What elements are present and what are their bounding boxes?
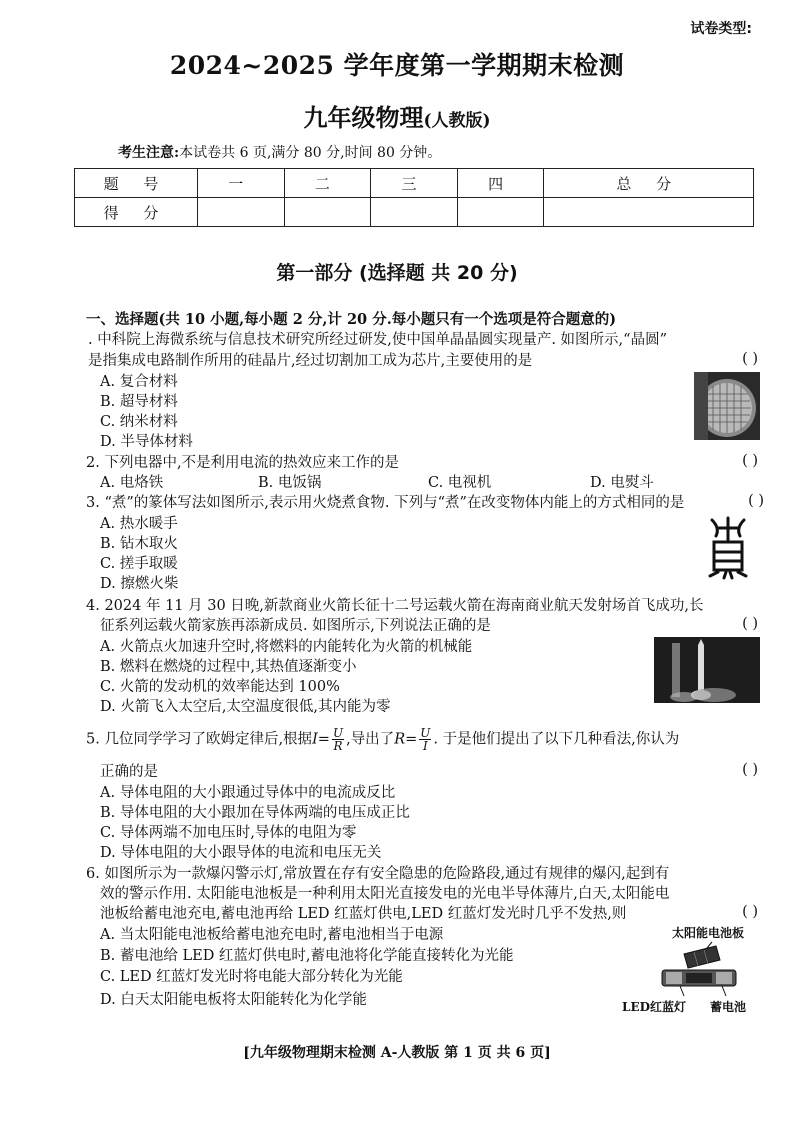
q5-formula-2-num: U [420,726,431,740]
q5-formula-1-lhs: I= [312,731,330,748]
solar-panel-label: 太阳能电池板 [672,926,745,940]
q2-option-b: B. 电饭锅 [258,475,322,491]
score-row-label: 得 分 [75,198,198,227]
q3-option-d: D. 擦燃火柴 [100,576,179,592]
score-cell: 四 [457,169,544,198]
score-cell: 一 [198,169,285,198]
score-blank[interactable] [198,198,285,227]
q1-option-a: A. 复合材料 [100,374,178,390]
q2-answer-paren[interactable]: ( ) [742,453,758,469]
edition-label: (人教版) [423,111,491,131]
q4-option-b: B. 燃料在燃烧的过程中,其热值逐渐变小 [100,659,357,675]
q3-answer-paren[interactable]: ( ) [748,493,764,509]
rocket-launch-photo [654,637,760,703]
q6-stem-line3: 池板给蓄电池充电,蓄电池再给 LED 红蓝灯供电,LED 红蓝灯发光时几乎不发热,则 [100,906,627,922]
q2-option-a: A. 电烙铁 [100,475,164,491]
q4-stem-line2: 征系列运载火箭家族再添新成员. 如图所示,下列说法正确的是 [100,618,491,634]
q5-stem-line2: 正确的是 [100,764,158,780]
q5-option-c: C. 导体两端不加电压时,导体的电阻为零 [100,825,357,841]
q4-stem-line1: 4. 2024 年 11 月 30 日晚,新款商业火箭长征十二号运载火箭在海南商业航天发射场首飞成功,长 [86,598,704,614]
q1-option-c: C. 纳米材料 [100,414,178,430]
q5-formula-2-lhs: R= [394,731,418,748]
q5-text-mid: ,导出了 [346,731,395,748]
q3-option-b: B. 钻木取火 [100,536,178,552]
q4-option-d: D. 火箭飞入太空后,太空温度很低,其内能为零 [100,699,391,715]
exam-title: 2024~2025 学年度第一学期期末检测 [169,51,625,80]
q1-stem-line2: 是指集成电路制作所用的硅晶片,经过切割加工成为芯片,主要使用的是 [88,353,533,369]
exam-notice [118,142,441,162]
q1-option-d: D. 半导体材料 [100,434,193,450]
q5-formula-1-den: R [333,739,343,753]
score-table [74,168,754,227]
q1-answer-paren[interactable]: ( ) [742,351,758,367]
q5-text-pre: 5. 几位同学学习了欧姆定律后,根据 [86,731,313,748]
notice-label: 考生注意: [118,145,180,161]
page-footer: [九年级物理期末检测 A-人教版 第 1 页 共 6 页] [243,1045,551,1061]
score-table-score-row [75,198,754,227]
score-blank[interactable] [371,198,458,227]
q6-option-a: A. 当太阳能电池板给蓄电池充电时,蓄电池相当于电源 [100,927,444,943]
q2-option-c: C. 电视机 [428,475,492,491]
q5-option-d: D. 导体电阻的大小跟导体的电流和电压无关 [100,845,382,861]
notice-text: 本试卷共 6 页,满分 80 分,时间 80 分钟。 [179,145,442,161]
led-light-label: LED红蓝灯 [622,1000,686,1014]
q5-answer-paren[interactable]: ( ) [742,762,758,778]
q4-option-c: C. 火箭的发动机的效率能达到 100% [100,679,340,695]
score-table-header-row [75,169,754,198]
battery-label: 蓄电池 [710,1000,747,1014]
q5-formula-2-den: I [422,739,428,753]
q3-stem: 3. “煮”的篆体写法如图所示,表示用火烧煮食物. 下列与“煮”在改变物体内能上的方式相同的是 [86,495,685,511]
q5-text-post: . 于是他们提出了以下几种看法,你认为 [433,731,680,748]
score-blank[interactable] [284,198,371,227]
q2-option-d: D. 电熨斗 [590,475,654,491]
score-cell: 三 [371,169,458,198]
wafer-photo [694,372,760,440]
q6-stem-line2: 效的警示作用. 太阳能电池板是一种利用太阳光直接发电的光电半导体薄片,白天,太阳能电 [100,886,670,902]
score-blank[interactable] [457,198,544,227]
q5-formula-1-num: U [332,726,344,740]
subject-label: 九年级物理 [303,103,424,132]
q5-formula-2 [419,727,431,752]
score-cell: 题 号 [75,169,198,198]
seal-script-zhu-icon [704,514,752,582]
section-instructions: 一、选择题(共 10 小题,每小题 2 分,计 20 分.每小题只有一个选项是符合题意的) [86,311,617,328]
q6-option-d: D. 白天太阳能电板将太阳能转化为化学能 [100,992,367,1008]
q4-option-a: A. 火箭点火加速升空时,将燃料的内能转化为火箭的机械能 [100,639,473,655]
q6-option-b: B. 蓄电池给 LED 红蓝灯供电时,蓄电池将化学能直接转化为光能 [100,948,514,964]
paper-type-label: 试卷类型: [690,21,752,37]
exam-subtitle [0,98,794,133]
part-one-title: 第一部分 (选择题 共 20 分) [276,262,518,284]
q4-answer-paren[interactable]: ( ) [742,616,758,632]
q1-option-b: B. 超导材料 [100,394,178,410]
q5-option-b: B. 导体电阻的大小跟加在导体两端的电压成正比 [100,805,410,821]
warning-light-diagram [650,940,750,998]
q1-stem-line1: . 中科院上海微系统与信息技术研究所经过研发,使中国单晶晶圆实现量产. 如图所示,“晶圆” [88,332,667,348]
q6-stem-line1: 6. 如图所示为一款爆闪警示灯,常放置在存有安全隐患的危险路段,通过有规律的爆闪,起到有 [86,866,670,882]
q3-option-a: A. 热水暖手 [100,516,178,532]
q5-formula-1 [332,727,344,752]
q2-stem: 2. 下列电器中,不是利用电流的热效应来工作的是 [86,455,400,471]
score-cell: 二 [284,169,371,198]
score-cell: 总 分 [544,169,754,198]
q6-option-c: C. LED 红蓝灯发光时将电能大部分转化为光能 [100,969,403,985]
q5-stem [86,727,679,752]
q5-option-a: A. 导体电阻的大小跟通过导体中的电流成反比 [100,785,396,801]
score-blank[interactable] [544,198,754,227]
q3-option-c: C. 搓手取暖 [100,556,178,572]
q6-answer-paren[interactable]: ( ) [742,904,758,920]
